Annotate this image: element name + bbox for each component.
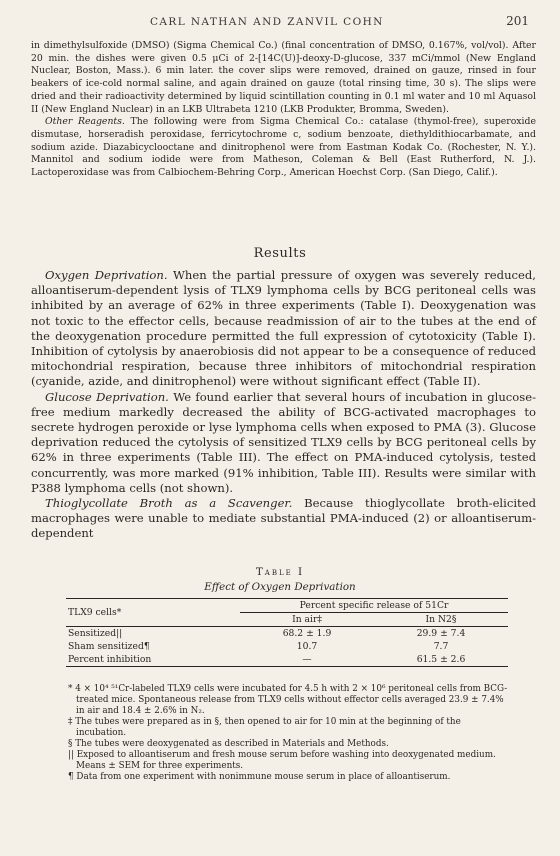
column-header-air: In air‡ bbox=[292, 614, 322, 625]
cell-air: 68.2 ± 1.9 bbox=[282, 628, 332, 639]
results-section bbox=[31, 268, 536, 542]
column-header-n2: In N2§ bbox=[425, 614, 457, 625]
methods-paragraph: in dimethylsulfoxide (DMSO) (Sigma Chemical Co.) (final concentration of DMSO, 0.167%, vol/vol). After 20 min. the dishes were given 0.5 μCi of 2-[14C(U)]-deoxy-D-glucose, 337 mCi/mmol (New England Nuclear, Boston, Mass.). 6 min later. the cover slips were removed, drained on gauze, rinsed in four beakers of ice-cold normal saline, and again drained on gauze (total rinsing time, 30 s). The slips were dried and their radioactivity determined by liquid scintillation counting in 0.1 ml water and 10 ml Aquasol II (New England Nuclear) in an LKB Ultrabeta 1210 (LKB Produkter, Bromma, Sweden). bbox=[31, 40, 536, 115]
results-heading: Results bbox=[253, 246, 307, 261]
other-reagents-text: The following were from Sigma Chemical Co.: catalase (thymol-free), superoxide dismutase, horseradish peroxidase, ferricytochrome c, sodium benzoate, diethyldithiocarbamate, and sodium azide. Diazabicyclooctane and dinitrophenol were from Eastman Kodak Co. (Rochester, N. Y.). Mannitol and sodium iodide were from Matheson, Coleman & Bell (East Rutherford, N. J.). Lactoperoxidase was from Calbiochem-Behring Corp., American Hoechst Corp. (San Diego, Calif.). bbox=[31, 116, 536, 179]
row-label: Sensitized|| bbox=[68, 628, 123, 639]
table-row bbox=[66, 627, 508, 641]
thioglycollate-text: Because thioglycollate broth-elicited macrophages were unable to mediate substantial PMA-induced (2) or alloantiserum-dependent bbox=[31, 496, 536, 541]
running-head: CARL NATHAN AND ZANVIL COHN bbox=[150, 16, 384, 28]
oxygen-text: When the partial pressure of oxygen was severely reduced, alloantiserum-dependent lysis of TLX9 lymphoma cells by BCG peritoneal cells was inhibited by an average of 62% in three experiments (Table I). Deoxygenation was not toxic to the effector cells, because readmission of air to the tubes at the end of the deoxygenation procedure permitted the full expression of cytotoxicity (Table I). Inhibition of cytolysis by anaerobiosis did not appear to be a consequence of reduced mitochondrial respiration, because three inhibitors of mitochondrial respiration (cyanide, azide, and dinitrophenol) were without significant effect (Table II). bbox=[31, 268, 536, 389]
footnote: * 4 × 10⁴ ⁵¹Cr-labeled TLX9 cells were incubated for 4.5 h with 2 × 10⁶ peritoneal cells from BCG-treated mice. Spontaneous release from TLX9 cells without effector cells averaged 23.9 ± 7.4% in air and 18.4 ± 2.6% in N₂. bbox=[68, 684, 508, 716]
cell-n2: 7.7 bbox=[433, 641, 449, 652]
footnote: § The tubes were deoxygenated as described in Materials and Methods. bbox=[68, 739, 389, 749]
methods-section bbox=[31, 40, 536, 180]
row-label: Percent inhibition bbox=[68, 654, 152, 665]
other-reagents-paragraph bbox=[31, 116, 536, 180]
table-footnotes bbox=[68, 684, 508, 783]
oxygen-deprivation-table bbox=[66, 598, 508, 667]
oxygen-label: Oxygen Deprivation. bbox=[45, 268, 168, 282]
cell-n2: 61.5 ± 2.6 bbox=[416, 654, 466, 665]
row-label: Sham sensitized¶ bbox=[68, 641, 150, 652]
spanner-header: Percent specific release of 51Cr bbox=[240, 599, 508, 613]
glucose-text: We found earlier that several hours of incubation in glucose-free medium markedly decreased the ability of BCG-activated macrophages to secrete hydrogen peroxide or lyse lymphoma cells when exposed to PMA (3). Glucose deprivation reduced the cytolysis of sensitized TLX9 cells by BCG peritoneal cells by 62% in three experiments (Table III). The effect on PMA-induced cytolysis, tested concurrently, was more marked (91% inhibition, Table III). Results were similar with P388 lymphoma cells (not shown). bbox=[31, 389, 536, 495]
thioglycollate-label: Thioglycollate Broth as a Scavenger. bbox=[45, 496, 293, 511]
table-caption: Effect of Oxygen Deprivation bbox=[204, 581, 356, 593]
footnote: || Exposed to alloantiserum and fresh mouse serum before washing into deoxygenated medium. Means ± SEM for three experiments. bbox=[68, 750, 496, 771]
table-row bbox=[66, 653, 508, 667]
page-number: 201 bbox=[506, 14, 529, 28]
oxygen-paragraph bbox=[31, 268, 536, 390]
stub-header: TLX9 cells* bbox=[68, 607, 122, 618]
glucose-paragraph bbox=[31, 390, 536, 496]
table-title: Table I bbox=[255, 566, 305, 578]
cell-air: 10.7 bbox=[296, 641, 318, 652]
footnote: ¶ Data from one experiment with nonimmune mouse serum in place of alloantiserum. bbox=[68, 772, 451, 782]
glucose-label: Glucose Deprivation. bbox=[45, 389, 169, 404]
cell-air: — bbox=[302, 654, 312, 665]
other-reagents-label: Other Reagents. bbox=[45, 116, 125, 128]
table-row bbox=[66, 640, 508, 653]
footnote: ‡ The tubes were prepared as in §, then opened to air for 10 min at the beginning of the incubation. bbox=[68, 717, 461, 738]
cell-n2: 29.9 ± 7.4 bbox=[416, 628, 466, 639]
thioglycollate-paragraph bbox=[31, 496, 536, 542]
